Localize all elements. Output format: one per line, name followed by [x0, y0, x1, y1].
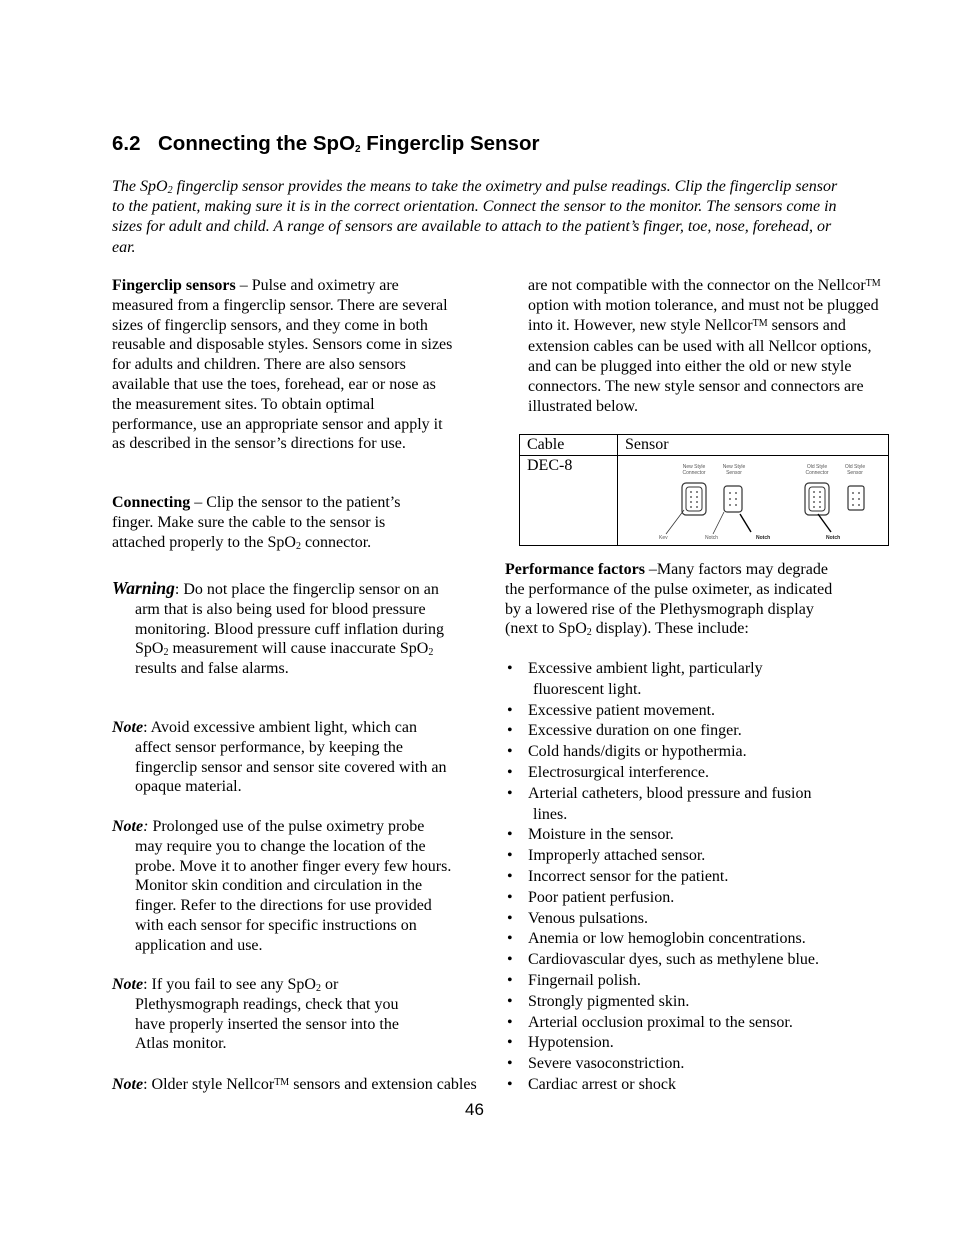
old-sensor-shape	[848, 486, 864, 510]
list-item-continuation: fluorescent light.	[533, 680, 642, 698]
label-notch-b: Notch	[756, 535, 771, 539]
heading-text-pre: Connecting the SpO	[158, 132, 356, 155]
connecting-sub: 2	[295, 540, 301, 552]
list-item-text: Cardiovascular dyes, such as methylene blue.	[528, 951, 820, 969]
note3-s1: 2	[315, 983, 321, 994]
list-item-text: Venous pulsations.	[528, 909, 648, 927]
list-item-text: Cardiac arrest or shock	[528, 1075, 676, 1093]
list-item	[505, 1013, 850, 1034]
note4-paragraph	[112, 1075, 477, 1095]
list-item	[505, 971, 850, 992]
list-item-text: Excessive duration on one finger.	[528, 722, 742, 740]
intro-paragraph	[112, 177, 852, 258]
label-new-sensor-1: New Style	[722, 464, 746, 470]
warning-label: Warning	[112, 578, 175, 598]
list-item	[505, 867, 850, 888]
list-item-text: Strongly pigmented skin.	[528, 992, 690, 1010]
list-item	[505, 742, 850, 763]
list-item	[505, 659, 850, 701]
note3-t2: or Plethysmograph readings, check that you have properly inserted the sensor into the Atlas monitor.	[135, 976, 399, 1053]
list-item-text: Excessive ambient light, particularly	[528, 660, 763, 677]
list-item	[505, 1033, 850, 1054]
list-item	[505, 784, 850, 826]
note3-label: Note	[112, 976, 144, 993]
list-item-text: Severe vasoconstriction.	[528, 1055, 685, 1073]
connecting-post: connector.	[300, 533, 372, 551]
connecting-label: Connecting	[112, 494, 191, 511]
list-item	[505, 721, 850, 742]
list-item	[505, 909, 850, 930]
new-sensor-shape	[724, 486, 742, 512]
intro-post: fingerclip sensor provides the means to take the oximetry and pulse readings. Clip the fingerclip sensor to the patient, making sure it is in the correct orientation. Connect the sensor to the monitor. The sensors come in sizes for adult and child. A range of sensors are available to attach to the patient’s finger, toe, nose, forehead, or ear.	[112, 178, 838, 256]
warning-paragraph	[112, 579, 452, 679]
table-header-cable: Cable	[520, 435, 618, 456]
list-item-text: Anemia or low hemoglobin concentrations.	[528, 930, 806, 948]
warning-t3: results and false alarms.	[135, 660, 289, 678]
notch-pointer-a	[713, 512, 724, 534]
list-item	[505, 825, 850, 846]
table-cell-diagram	[618, 456, 889, 546]
list-item	[505, 763, 850, 784]
performance-factors-list	[505, 659, 850, 1096]
list-item-text: Hypotension.	[528, 1034, 614, 1052]
list-item-continuation: lines.	[533, 805, 568, 823]
fingerclip-text: – Pulse and oximetry are measured from a fingerclip sensor. There are several sizes of fingerclip sensors, and they come in both reusable and disposable styles. Sensors come in sizes for adults and children. There are also sensors available that use the toes, forehead, ear or nose as the measurement sites. To obtain optimal performance, use an appropriate sensor and apply it as described in the sensor’s directions for use.	[112, 277, 453, 453]
new-connector-pins	[690, 491, 698, 508]
label-old-sensor-2: Sensor	[847, 470, 863, 476]
list-item-text: Improperly attached sensor.	[528, 847, 706, 865]
old-sensor-pins	[852, 492, 860, 506]
label-old-connector-2: Connector	[805, 470, 829, 476]
cont-t3: sensors and extension cables can be used with all Nellcor options, and can be plugged into either the old or new style connectors. The new style sensor and connectors are illustrated below.	[528, 317, 872, 416]
cont-t1: are not compatible with the connector on the Nellcor	[528, 277, 866, 294]
intro-sub: 2	[167, 185, 173, 196]
performance-t1: –Many factors may degrade the performance of the pulse oximeter, as indicated by a lowered rise of the Plethysmograph display (next to SpO	[505, 561, 833, 638]
new-connector-inner	[686, 487, 702, 511]
note2-colon: :	[143, 818, 149, 835]
table-cell-cable: DEC-8	[520, 456, 618, 546]
connecting-paragraph	[112, 493, 432, 552]
note2-paragraph	[112, 817, 455, 956]
note2-label: Note	[112, 818, 144, 835]
note3-t1: : If you fail to see any SpO	[143, 976, 316, 993]
continuation-paragraph	[528, 276, 898, 417]
fingerclip-label: Fingerclip sensors	[112, 277, 236, 294]
fingerclip-paragraph	[112, 276, 457, 454]
note1-text: : Avoid excessive ambient light, which can affect sensor performance, by keeping the fingerclip sensor and sensor site covered with an opaque material.	[135, 719, 447, 796]
label-notch-c: Notch	[826, 535, 841, 539]
performance-t2: display). These include:	[591, 620, 749, 638]
list-item	[505, 950, 850, 971]
list-item-text: Arterial catheters, blood pressure and fusion	[528, 784, 812, 802]
connector-diagram	[618, 456, 888, 539]
list-item	[505, 701, 850, 722]
label-notch-a: Notch	[705, 535, 719, 539]
list-item-text: Moisture in the sensor.	[528, 826, 674, 844]
list-item-text: Electrosurgical interference.	[528, 763, 709, 781]
list-item	[505, 1054, 850, 1075]
section-number: 6.2	[112, 132, 141, 155]
label-key: Key	[659, 535, 668, 539]
note4-t1: : Older style Nellcor	[143, 1076, 275, 1093]
performance-label: Performance factors	[505, 561, 645, 578]
cable-sensor-table	[519, 434, 889, 546]
connecting-text: – Clip the sensor to the patient’s finger. Make sure the cable to the sensor is attached properly to the SpO	[112, 494, 401, 551]
cont-tm1: TM	[865, 278, 881, 289]
list-item	[505, 992, 850, 1013]
performance-paragraph	[505, 560, 845, 639]
notch-pointer-c	[818, 514, 831, 532]
list-item	[505, 846, 850, 867]
label-new-connector-1: New Style	[682, 464, 706, 470]
note1-paragraph	[112, 718, 455, 797]
new-sensor-pins	[729, 492, 737, 506]
old-connector-inner	[809, 487, 825, 511]
list-item	[505, 1075, 850, 1096]
warning-s1: 2	[163, 647, 169, 659]
list-item	[505, 888, 850, 909]
note1-label: Note	[112, 719, 144, 736]
list-item-text: Excessive patient movement.	[528, 701, 716, 719]
heading-text-post: Fingerclip Sensor	[360, 132, 540, 155]
table-row	[520, 456, 889, 546]
page-number: 46	[465, 1100, 484, 1119]
warning-t2: measurement will cause inaccurate SpO	[168, 640, 429, 658]
key-pointer	[666, 510, 684, 534]
section-heading	[112, 131, 539, 157]
label-old-sensor-1: Old Style	[844, 464, 866, 470]
cont-tm2: TM	[752, 318, 768, 330]
note4-t2: sensors and extension cables	[289, 1076, 477, 1093]
note4-label: Note	[112, 1076, 144, 1093]
note3-paragraph	[112, 975, 432, 1054]
label-new-sensor-2: Sensor	[726, 470, 742, 476]
heading-subscript: 2	[355, 144, 361, 155]
old-connector-pins	[813, 491, 821, 508]
warning-t1: : Do not place the fingerclip sensor on an arm that is also being used for blood pressure monitoring. Blood pressure cuff inflation during SpO	[135, 581, 444, 658]
list-item-text: Arterial occlusion proximal to the sensor.	[528, 1013, 793, 1031]
table-header-row	[520, 435, 889, 456]
label-new-connector-2: Connector	[682, 470, 706, 476]
label-old-connector-1: Old Style	[806, 464, 828, 470]
table-header-sensor: Sensor	[618, 435, 889, 456]
performance-s1: 2	[586, 627, 592, 639]
notch-pointer-b	[740, 514, 751, 532]
list-item-text: Poor patient perfusion.	[528, 888, 675, 906]
note4-tm: TM	[274, 1077, 290, 1088]
intro-pre: The SpO	[112, 178, 168, 195]
cont-t2: option with motion tolerance, and must not be plugged into it. However, new style Nellcor	[528, 297, 879, 335]
warning-s2: 2	[428, 647, 434, 659]
list-item-text: Fingernail polish.	[528, 971, 641, 989]
list-item-text: Incorrect sensor for the patient.	[528, 867, 729, 885]
list-item-text: Cold hands/digits or hypothermia.	[528, 743, 747, 761]
note2-text: Prolonged use of the pulse oximetry probe may require you to change the location of the probe. Move it to another finger every few hours. Monitor skin condition and circulation in the finger. Refer to the directions for use provided with each sensor for specific instructions on application and use.	[135, 818, 452, 954]
list-item	[505, 929, 850, 950]
